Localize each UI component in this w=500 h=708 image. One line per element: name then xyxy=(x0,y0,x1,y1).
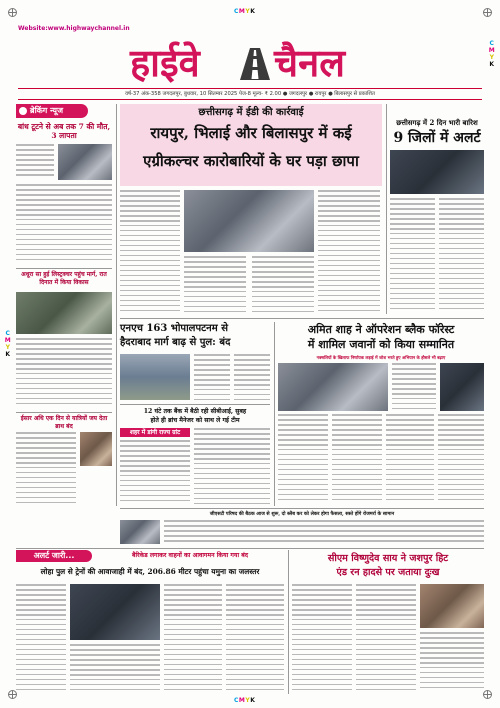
divider xyxy=(120,404,270,405)
registration-mark-icon xyxy=(483,8,492,17)
cmyk-c: C xyxy=(234,8,239,15)
middle-story-body-2 xyxy=(234,354,270,402)
lead-story-body-3 xyxy=(252,256,314,314)
bottom-left-headline: लोहा पुल से ट्रेनों की आवाजाही में बंद, 206.86 मीटर पहुंचा यमुना का जलस्तर xyxy=(40,567,260,576)
bottom-right-body-3 xyxy=(420,632,484,694)
left-story3-headline: ईसार अधि एक दिन से यात्रियों जय देता ब्राथ बंद xyxy=(20,415,108,430)
right-story-kicker: छत्तीसगढ़ में 2 दिन भारी बारिश xyxy=(396,118,478,127)
shah-story-body-3 xyxy=(332,414,382,506)
left-story1-headline: बांध टूटने से अब तक 7 की मौत, 3 लापता xyxy=(17,122,111,140)
inline-box-title: शहर में डांगी राज्य ग्रांट xyxy=(120,428,190,437)
left-story1-body xyxy=(16,144,54,180)
registration-mark-icon xyxy=(483,690,492,699)
left-story2-headline: अधूरा सा हुई लिस्ट्रक्चर पहुंच मार्ग, रात दिनात में किया विकास xyxy=(21,271,107,286)
breaking-news-text: ब्रेकिंग न्यूज xyxy=(30,106,64,115)
right-story-headline: 9 जिलों में अलर्ट xyxy=(393,130,481,146)
middle-story-headline-1: एनएच 163 भोपालपटनम से xyxy=(120,323,228,334)
left-story2-photo xyxy=(16,292,112,334)
left-story1-body-cont xyxy=(16,184,112,264)
left-story1-photo xyxy=(58,144,112,180)
dateline: वर्ष-37 अंक-358 जगदलपुर, बुधवार, 10 सितम्बर 2025 पेज-8 मूल्य- ₹ 2.00 ● जगदलपुर ● रायपुर ● बिलासपुर से प्रकाशित xyxy=(18,88,482,100)
bottom-left-body-4 xyxy=(226,584,284,694)
bottom-right-headline-2: एंड रन हादसे पर जताया दुःख xyxy=(336,567,440,578)
lead-story-body-1 xyxy=(120,190,180,314)
shah-story-body-4 xyxy=(386,414,434,506)
masthead-title-2: चैनल xyxy=(274,40,345,85)
second-story-headline-1: 12 घंटे तक बैंक में बैठी रही सीबीआई, सुबह xyxy=(143,408,247,415)
divider xyxy=(16,268,112,269)
bottom-left-body-1 xyxy=(16,584,66,694)
highway-road-logo-icon xyxy=(240,46,270,80)
registration-mark-icon xyxy=(8,8,17,17)
lead-story-body-2 xyxy=(184,256,246,314)
cmyk-k: K xyxy=(489,61,495,68)
middle-story-headline-2: हैदराबाद मार्ग बाढ़ से पुल: बंद xyxy=(120,337,231,348)
bottom-left-body-3 xyxy=(164,584,222,694)
cmyk-c: C xyxy=(5,330,11,337)
column-rule xyxy=(288,550,289,694)
dot-icon xyxy=(19,107,27,115)
middle-story-photo xyxy=(120,354,190,400)
cmyk-strip-left xyxy=(4,330,12,358)
divider xyxy=(16,412,112,413)
column-rule xyxy=(386,104,387,314)
shah-story-body-2 xyxy=(278,414,328,506)
shah-story-photo-1 xyxy=(278,363,388,411)
right-story-photo xyxy=(390,150,484,194)
left-story2-body xyxy=(16,338,112,410)
second-story-headline-2: होते ही ब्रांच मैनेजर को साथ ले गई टीम xyxy=(150,417,240,424)
lead-story-photo xyxy=(184,190,314,252)
shah-story-subhead: नक्सलियों के खिलाफ निर्णायक लड़ाई में जोश भरते हुए अभियान के हौसले भी बढ़ाए xyxy=(316,355,446,360)
column-rule xyxy=(274,322,275,506)
shah-story-headline-2: में शामिल जवानों को किया सम्मानित xyxy=(307,338,455,351)
lead-story-headline-2: एग्रीकल्चर कारोबारियों के घर पड़ा छापा xyxy=(143,152,359,170)
shah-story-photo-2 xyxy=(440,363,484,411)
cmyk-strip-top xyxy=(234,8,255,15)
cmyk-m: M xyxy=(238,697,246,704)
cmyk-k: K xyxy=(250,8,256,15)
cmyk-strip-right xyxy=(488,40,496,68)
lead-story-headline-1: रायपुर, भिलाई और बिलासपुर में कई xyxy=(150,124,352,142)
bottom-left-body-2 xyxy=(70,644,160,694)
bottom-left-photo xyxy=(70,584,160,640)
website-url: Website:www.highwaychannel.in xyxy=(18,25,130,32)
divider xyxy=(120,508,484,509)
shah-story-headline-1: अमित शाह ने ऑपरेशन ब्लैक फॉरेस्ट xyxy=(307,323,455,336)
strip-story-body xyxy=(164,520,484,546)
right-story-body-1 xyxy=(390,198,435,314)
lead-story-kicker: छत्तीसगढ़ में ईडी की कार्रवाई xyxy=(198,107,304,118)
cmyk-m: M xyxy=(488,47,496,54)
bottom-right-body-1 xyxy=(292,584,352,694)
strip-story-headline: जीएसटी परिषद की बैठक आज से शुरू, दो स्लैब कर को लेकर होगा फैसला, सस्ते होंगे रोजमर्रा के सामान xyxy=(209,511,395,517)
middle-story-body-1 xyxy=(194,354,230,402)
divider xyxy=(120,318,484,319)
shah-story-body-1 xyxy=(392,363,436,411)
breaking-news-label xyxy=(16,104,88,118)
strip-story-photo xyxy=(120,520,160,544)
cmyk-y: Y xyxy=(245,8,251,15)
cmyk-strip-bottom xyxy=(234,697,255,704)
left-story3-body xyxy=(16,432,76,508)
right-story-body-2 xyxy=(439,198,484,314)
bottom-right-body-2 xyxy=(356,584,416,694)
alert-label: अलर्ट जारी... xyxy=(16,550,92,562)
bottom-right-photo xyxy=(420,584,484,628)
bottom-left-kicker: बैरिकेड लगाकर वाहनों का आवागमन किया गया बंद xyxy=(131,552,249,559)
second-story-body-1 xyxy=(120,440,190,506)
cmyk-m: M xyxy=(4,337,12,344)
cmyk-c: C xyxy=(489,40,495,47)
cmyk-y: Y xyxy=(245,697,251,704)
cmyk-k: K xyxy=(5,351,11,358)
masthead xyxy=(30,40,470,86)
bottom-right-headline-1: सीएम विष्णुदेव साय ने जशपुर हिट xyxy=(327,553,449,564)
cmyk-k: K xyxy=(250,697,256,704)
second-story-body-2 xyxy=(194,428,270,506)
divider xyxy=(16,548,484,549)
left-story3-photo xyxy=(80,432,112,466)
cmyk-y: Y xyxy=(5,344,11,351)
shah-story-body-5 xyxy=(438,414,484,506)
masthead-title-1: हाईवे xyxy=(130,40,200,85)
cmyk-c: C xyxy=(234,697,239,704)
column-rule xyxy=(116,104,117,506)
lead-story-body-4 xyxy=(318,190,380,314)
cmyk-m: M xyxy=(238,8,246,15)
cmyk-y: Y xyxy=(489,54,495,61)
